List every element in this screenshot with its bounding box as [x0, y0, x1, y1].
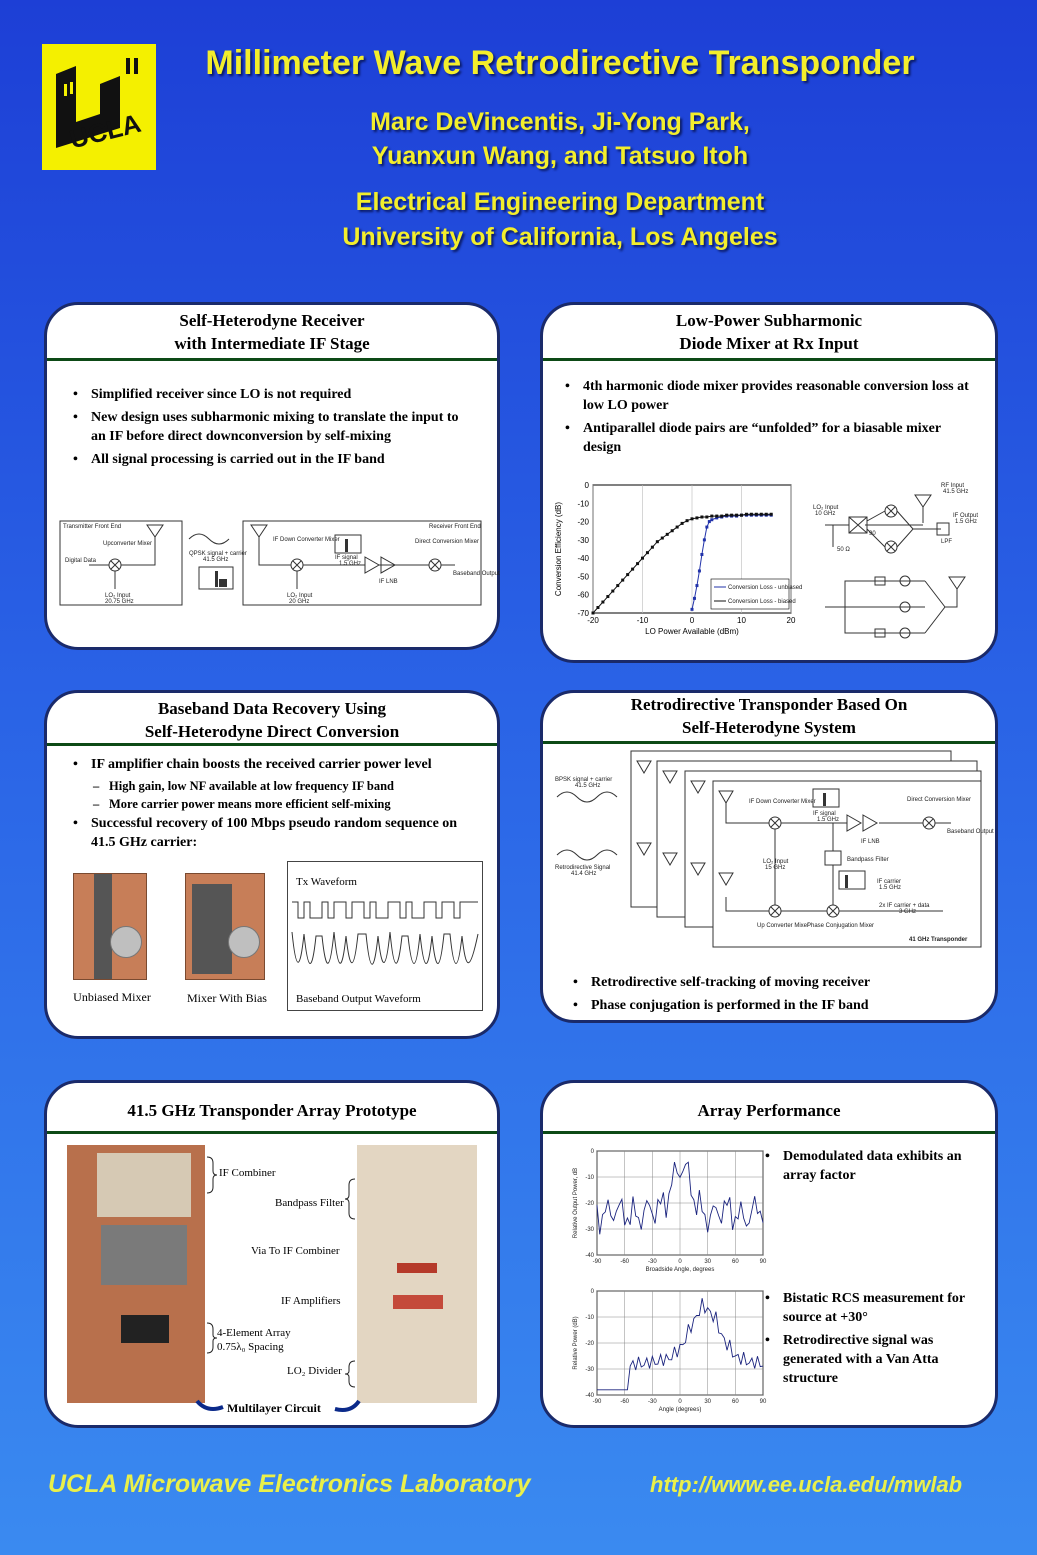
- lo-freq-label: 20.75 GHz: [105, 599, 134, 605]
- data-point: [710, 515, 713, 518]
- y-tick-label: -20: [577, 517, 589, 527]
- label-array: 4-Element Array: [217, 1327, 291, 1339]
- baseband-label: Baseband Output: [947, 829, 994, 835]
- panel-baseband-recovery: [44, 690, 500, 1039]
- data-point: [656, 540, 659, 543]
- panel-title-line-1: Low-Power Subharmonic: [675, 311, 863, 330]
- y-tick-label: -50: [577, 572, 589, 582]
- bullet-item: • Successful recovery of 100 Mbps pseudo random sequence on 41.5 GHz carrier:: [73, 814, 483, 852]
- label-spacing: 0.75λ₀ Spacing: [217, 1341, 284, 1353]
- panel-title-line-1: Self-Heterodyne Receiver: [179, 311, 365, 330]
- data-point: [626, 573, 629, 576]
- data-point: [715, 515, 718, 518]
- x-tick-label: 90: [759, 1259, 767, 1265]
- tx-waveform-label: Tx Waveform: [296, 876, 357, 888]
- panel-title: Array Performance: [697, 1101, 841, 1120]
- data-point: [705, 516, 708, 519]
- y-tick-label: -40: [585, 1253, 594, 1259]
- if-freq-label: 1.5 GHz: [339, 561, 362, 567]
- y-tick-label: -30: [585, 1227, 594, 1233]
- y-axis-label: Relative Output Power, dB: [573, 1167, 579, 1239]
- data-point: [710, 518, 713, 521]
- x-tick-label: 60: [731, 1259, 739, 1265]
- x-axis-label: Angle (degrees): [658, 1407, 702, 1413]
- hybrid-label: 90: [869, 531, 876, 537]
- label-via: Via To IF Combiner: [251, 1245, 340, 1257]
- data-point: [700, 516, 703, 519]
- title-divider: [543, 358, 995, 361]
- y-tick-label: -40: [585, 1393, 594, 1399]
- y-tick-label: 0: [590, 1289, 594, 1295]
- x-tick-label: -90: [592, 1399, 602, 1405]
- data-point: [596, 606, 599, 609]
- bullet-list: [73, 755, 483, 856]
- svg-text:UCLA: UCLA: [66, 107, 144, 155]
- x-tick-label: 90: [759, 1399, 767, 1405]
- res-label: 50 Ω: [837, 547, 850, 553]
- data-point: [636, 562, 639, 565]
- bpsk-freq-label: 41.5 GHz: [575, 783, 601, 789]
- lo-input-label: LO₂ Input: [813, 505, 839, 511]
- data-point: [646, 551, 649, 554]
- bullet-list-1: [765, 1147, 985, 1189]
- title-divider: [543, 741, 995, 744]
- data-point: [725, 514, 728, 517]
- panel-title-line-1: Retrodirective Transponder Based On: [630, 695, 908, 714]
- bpsk-label: BPSK signal + carrier: [555, 777, 613, 783]
- y-tick-label: 0: [590, 1149, 594, 1155]
- bullet-item: • Simplified receiver since LO is not required: [73, 385, 473, 404]
- panel-title: [47, 309, 497, 355]
- bullet-item: • Retrodirective signal was generated with a Van Atta structure: [765, 1331, 985, 1388]
- data-point: [661, 537, 664, 540]
- bullet-list: [565, 377, 975, 461]
- bullet-item: • Bistatic RCS measurement for source at +30°: [765, 1289, 985, 1327]
- data-point: [691, 517, 694, 520]
- label-if-combiner: IF Combiner: [219, 1167, 276, 1179]
- panel-array-performance: [540, 1080, 998, 1428]
- caption-unbiased: Unbiased Mixer: [73, 990, 151, 1004]
- x-axis-label: LO Power Available (dBm): [645, 627, 739, 636]
- title-divider: [47, 358, 497, 361]
- data-point: [641, 557, 644, 560]
- data-point: [592, 612, 595, 615]
- x-tick-label: -90: [592, 1259, 602, 1265]
- panel-array-prototype: [44, 1080, 500, 1428]
- bullet-item: • Phase conjugation is performed in the IF band: [573, 996, 973, 1015]
- if-freq-label: 1.5 GHz: [817, 817, 840, 823]
- transponder-tag: 41 GHz Transponder: [909, 937, 968, 943]
- data-point: [601, 601, 604, 604]
- bullet-list: [573, 973, 973, 1019]
- panel-title: [47, 697, 497, 743]
- data-point: [631, 568, 634, 571]
- direct-label: Direct Conversion Mixer: [907, 797, 972, 803]
- x-axis-label: Broadside Angle, degrees: [645, 1267, 715, 1273]
- direct-label: Direct Conversion Mixer: [415, 539, 480, 545]
- data-point: [606, 595, 609, 598]
- x-tick-label: -30: [647, 1399, 657, 1405]
- panel-subharmonic-mixer: [540, 302, 998, 663]
- university: University of California, Los Angeles: [342, 223, 778, 251]
- title-divider: [47, 743, 497, 746]
- up-converter-label: Up Converter Mixer: [757, 923, 810, 929]
- y-tick-label: -10: [585, 1315, 594, 1321]
- data-point: [735, 514, 738, 517]
- if-down-label: IF Down Converter Mixer: [749, 799, 816, 805]
- x-tick-label: 0: [678, 1399, 682, 1405]
- lo2-freq-label: 20 GHz: [289, 599, 310, 605]
- y-tick-label: -10: [585, 1175, 594, 1181]
- data-point: [651, 546, 654, 549]
- x-tick-label: 30: [704, 1259, 712, 1265]
- data-point: [760, 513, 763, 516]
- sub-bullet-item: – More carrier power means more efficient self-mixing: [73, 796, 483, 813]
- x-tick-label: -20: [587, 616, 599, 625]
- retro-freq-label: 41.4 GHz: [571, 871, 597, 877]
- y-tick-label: -30: [577, 535, 589, 545]
- label-lo-divider: LO₂ Divider: [287, 1365, 342, 1377]
- y-tick-label: -60: [577, 590, 589, 600]
- panel-self-heterodyne-receiver: [44, 302, 500, 650]
- affiliation: [220, 185, 900, 255]
- receiver-block-diagram: [59, 517, 500, 609]
- label-bandpass: Bandpass Filter: [275, 1197, 344, 1209]
- baseband-waveform-label: Baseband Output Waveform: [296, 993, 421, 1005]
- panel-title-line-2: Self-Heterodyne System: [682, 718, 856, 737]
- y-tick-label: -20: [585, 1341, 594, 1347]
- title-divider: [543, 1131, 995, 1134]
- if-signal-label: IF signal: [813, 811, 836, 817]
- lo2-label: LO₂ Input: [763, 859, 789, 865]
- panel-title-line-1: Baseband Data Recovery Using: [157, 699, 387, 718]
- if-output-label: IF Output: [953, 513, 979, 519]
- y-tick-label: -30: [585, 1367, 594, 1373]
- array-factor-plot: [569, 1145, 769, 1279]
- data-point: [730, 514, 733, 517]
- rx-title: Receiver Front End: [429, 524, 481, 530]
- bpf-label: Bandpass Filter: [847, 857, 889, 863]
- y-axis-label: Relative Power (dB): [573, 1316, 579, 1370]
- tx-title: Transmitter Front End: [63, 524, 122, 530]
- data-point: [745, 513, 748, 516]
- unbiased-mixer-photo: [73, 873, 147, 980]
- panel-title-line-2: Diode Mixer at Rx Input: [679, 334, 859, 353]
- data-point: [686, 519, 689, 522]
- y-axis-label: Conversion Efficiency (dB): [554, 501, 563, 597]
- x-tick-label: -10: [636, 616, 649, 625]
- qpsk-freq-label: 41.5 GHz: [203, 557, 229, 563]
- retro-label: Retrodirective Signal: [555, 865, 611, 871]
- data-point: [698, 569, 701, 572]
- x-tick-label: 10: [737, 616, 746, 625]
- y-tick-label: 0: [584, 481, 589, 490]
- y-tick-label: -20: [585, 1201, 594, 1207]
- x-tick-label: -60: [620, 1259, 630, 1265]
- rcs-plot: [569, 1285, 769, 1415]
- data-point: [750, 513, 753, 516]
- lo-input-label: LO₂ Input: [105, 593, 131, 599]
- sub-bullet-item: – High gain, low NF available at low frequency IF band: [73, 778, 483, 795]
- poster-title: Millimeter Wave Retrodirective Transponder: [205, 44, 915, 82]
- bullet-list: [73, 385, 473, 473]
- lo2-freq-label: 15 GHz: [765, 865, 786, 871]
- bullet-item: • 4th harmonic diode mixer provides reasonable conversion loss at low LO power: [565, 377, 975, 415]
- if-carrier-freq-label: 1.5 GHz: [879, 885, 902, 891]
- data-point: [703, 538, 706, 541]
- lab-url[interactable]: http://www.ee.ucla.edu/mwlab: [650, 1472, 963, 1497]
- x-tick-label: -30: [647, 1259, 657, 1265]
- y-tick-label: -10: [577, 499, 589, 509]
- authors: [220, 105, 900, 173]
- bullet-item: • New design uses subharmonic mixing to translate the input to an IF before direct downconversion by self-mixing: [73, 408, 473, 446]
- data-point: [666, 533, 669, 536]
- data-point: [720, 515, 723, 518]
- x-tick-label: 60: [731, 1399, 739, 1405]
- if-signal-label: IF signal: [335, 555, 358, 561]
- data-point: [676, 526, 679, 529]
- bullet-item: • All signal processing is carried out in the IF band: [73, 450, 473, 469]
- data-point: [691, 608, 694, 611]
- phase-conj-label: Phase Conjugation Mixer: [807, 923, 875, 929]
- caption-biased: Mixer With Bias: [187, 991, 267, 1005]
- bullet-item: • Antiparallel diode pairs are “unfolded” for a biasable mixer design: [565, 419, 975, 457]
- ucla-logo: [42, 44, 156, 170]
- waveform-scope: [287, 861, 483, 1011]
- lo2-label: LO₂ Input: [287, 593, 313, 599]
- if-lnb-label: IF LNB: [861, 839, 880, 845]
- label-multilayer: Multilayer Circuit: [227, 1401, 321, 1415]
- data-point: [770, 513, 773, 516]
- bullet-item: • IF amplifier chain boosts the received carrier power level: [73, 755, 483, 774]
- authors-line-2: Yuanxun Wang, and Tatsuo Itoh: [371, 142, 749, 170]
- baseband-label: Baseband Output: [453, 571, 500, 577]
- rf-input-label: RF Input: [941, 483, 965, 489]
- two-if-label: 2x IF carrier + data: [879, 903, 930, 909]
- panel-title: 41.5 GHz Transponder Array Prototype: [127, 1101, 417, 1120]
- department: Electrical Engineering Department: [355, 188, 765, 216]
- transponder-diagram: [551, 747, 994, 957]
- data-point: [693, 597, 696, 600]
- data-point: [695, 516, 698, 519]
- panel-title: [543, 309, 995, 355]
- x-tick-label: 0: [678, 1259, 682, 1265]
- biased-mixer-photo: [185, 873, 265, 980]
- legend-label: Conversion Loss - unbiased: [728, 585, 803, 591]
- y-tick-label: -40: [577, 554, 589, 564]
- data-point: [740, 514, 743, 517]
- data-point: [671, 529, 674, 532]
- if-down-label: IF Down Converter Mixer: [273, 537, 340, 543]
- lab-name: UCLA Microwave Electronics Laboratory: [48, 1470, 531, 1498]
- data-point: [700, 553, 703, 556]
- digital-data-label: Digital Data: [65, 558, 97, 564]
- data-point: [755, 513, 758, 516]
- data-point: [705, 526, 708, 529]
- data-point: [765, 513, 768, 516]
- if-lnb-label: IF LNB: [379, 579, 398, 585]
- conversion-efficiency-chart: [551, 477, 801, 643]
- data-point: [611, 590, 614, 593]
- bullet-item: • Retrodirective self-tracking of moving receiver: [573, 973, 973, 992]
- y-tick-label: -70: [577, 609, 589, 618]
- x-tick-label: 20: [786, 616, 796, 625]
- x-tick-label: -60: [620, 1399, 630, 1405]
- panel-retrodirective-transponder: [540, 690, 998, 1023]
- data-point: [695, 584, 698, 587]
- upconverter-label: Upconverter Mixer: [103, 541, 153, 547]
- label-if-amps: IF Amplifiers: [281, 1295, 341, 1307]
- legend: [711, 579, 802, 609]
- x-tick-label: 30: [704, 1399, 712, 1405]
- data-point: [616, 584, 619, 587]
- rf-freq-label: 41.5 GHz: [943, 489, 969, 495]
- if-carrier-label: IF carrier: [877, 879, 901, 885]
- lpf-label: LPF: [941, 539, 953, 545]
- data-point: [681, 522, 684, 525]
- lo-freq-label: 10 GHz: [815, 511, 836, 517]
- x-tick-label: 0: [689, 616, 695, 625]
- two-if-freq-label: 3 GHz: [899, 909, 917, 915]
- qpsk-label: QPSK signal + carrier: [189, 551, 247, 557]
- bullet-item: • Demodulated data exhibits an array factor: [765, 1147, 985, 1185]
- panel-title-line-2: Self-Heterodyne Direct Conversion: [144, 722, 400, 741]
- mixer-schematic: [805, 477, 987, 637]
- bullet-list-2: [765, 1289, 985, 1392]
- panel-title: [543, 693, 995, 739]
- legend-label: Conversion Loss - biased: [728, 599, 796, 605]
- panel-title-line-2: with Intermediate IF Stage: [174, 334, 370, 353]
- if-freq-label: 1.5 GHz: [955, 519, 978, 525]
- authors-line-1: Marc DeVincentis, Ji-Yong Park,: [370, 108, 750, 136]
- data-point: [621, 579, 624, 582]
